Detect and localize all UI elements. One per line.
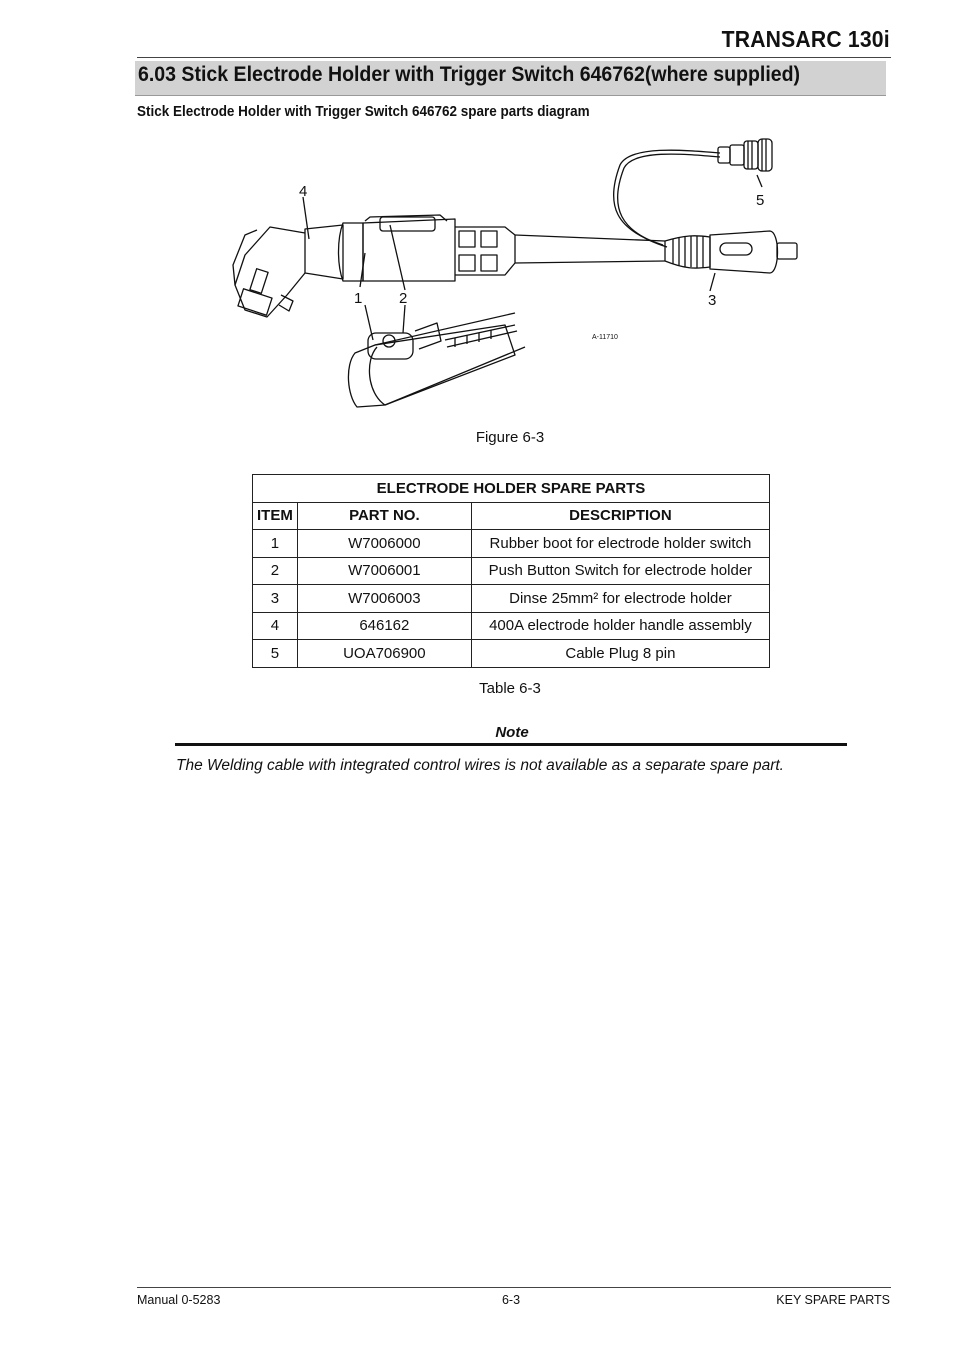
callout-5: 5 — [756, 192, 765, 209]
table-row — [253, 557, 770, 585]
note-rule — [175, 743, 847, 746]
footer-section-name: KEY SPARE PARTS — [776, 1293, 890, 1307]
table-row — [253, 585, 770, 613]
callout-4: 4 — [299, 183, 308, 200]
figure-caption: Figure 6-3 — [475, 429, 545, 446]
footer-manual-number: Manual 0-5283 — [137, 1293, 221, 1307]
description-cell: Cable Plug 8 pin — [471, 640, 769, 668]
electrode-holder-diagram — [215, 135, 815, 415]
part-no-cell: 646162 — [297, 612, 471, 640]
description-cell: Push Button Switch for electrode holder — [471, 557, 769, 585]
description-cell: Dinse 25mm² for electrode holder — [471, 585, 769, 613]
item-cell: 1 — [253, 530, 298, 558]
footer-rule — [137, 1287, 891, 1288]
header-rule — [137, 57, 891, 58]
dinse-connector — [665, 231, 797, 273]
table-row — [253, 612, 770, 640]
column-header-item: ITEM — [253, 502, 298, 530]
item-cell: 3 — [253, 585, 298, 613]
column-header-description: DESCRIPTION — [471, 502, 769, 530]
table-title: ELECTRODE HOLDER SPARE PARTS — [253, 475, 770, 503]
switch-detail-view — [348, 313, 525, 407]
part-no-cell: W7006000 — [297, 530, 471, 558]
callout-1: 1 — [354, 290, 363, 307]
column-header-part-no: PART NO. — [297, 502, 471, 530]
table-row — [253, 640, 770, 668]
description-cell: 400A electrode holder handle assembly — [471, 612, 769, 640]
part-no-cell: UOA706900 — [297, 640, 471, 668]
callout-2: 2 — [399, 290, 408, 307]
diagram-subtitle: Stick Electrode Holder with Trigger Switch 646762 spare parts diagram — [137, 104, 590, 120]
description-cell: Rubber boot for electrode holder switch — [471, 530, 769, 558]
note-label: Note — [495, 724, 529, 741]
part-no-cell: W7006001 — [297, 557, 471, 585]
control-cable — [614, 150, 720, 245]
part-no-cell: W7006003 — [297, 585, 471, 613]
item-cell: 4 — [253, 612, 298, 640]
item-cell: 5 — [253, 640, 298, 668]
art-code-label: A-11710 — [592, 334, 618, 341]
item-cell: 2 — [253, 557, 298, 585]
spare-parts-table — [252, 474, 770, 668]
section-heading-bar — [135, 61, 886, 96]
cable-plug — [718, 139, 772, 171]
callout-3: 3 — [708, 292, 717, 309]
note-text: The Welding cable with integrated control wires is not available as a separate spare part. — [176, 757, 784, 774]
brand-title: TRANSARC 130i — [721, 26, 890, 52]
table-caption: Table 6-3 — [479, 680, 541, 697]
table-row — [253, 530, 770, 558]
section-title: 6.03 Stick Electrode Holder with Trigger Switch 646762(where supplied) — [138, 63, 801, 86]
holder-handle — [233, 215, 515, 317]
footer-page-number: 6-3 — [501, 1293, 521, 1307]
